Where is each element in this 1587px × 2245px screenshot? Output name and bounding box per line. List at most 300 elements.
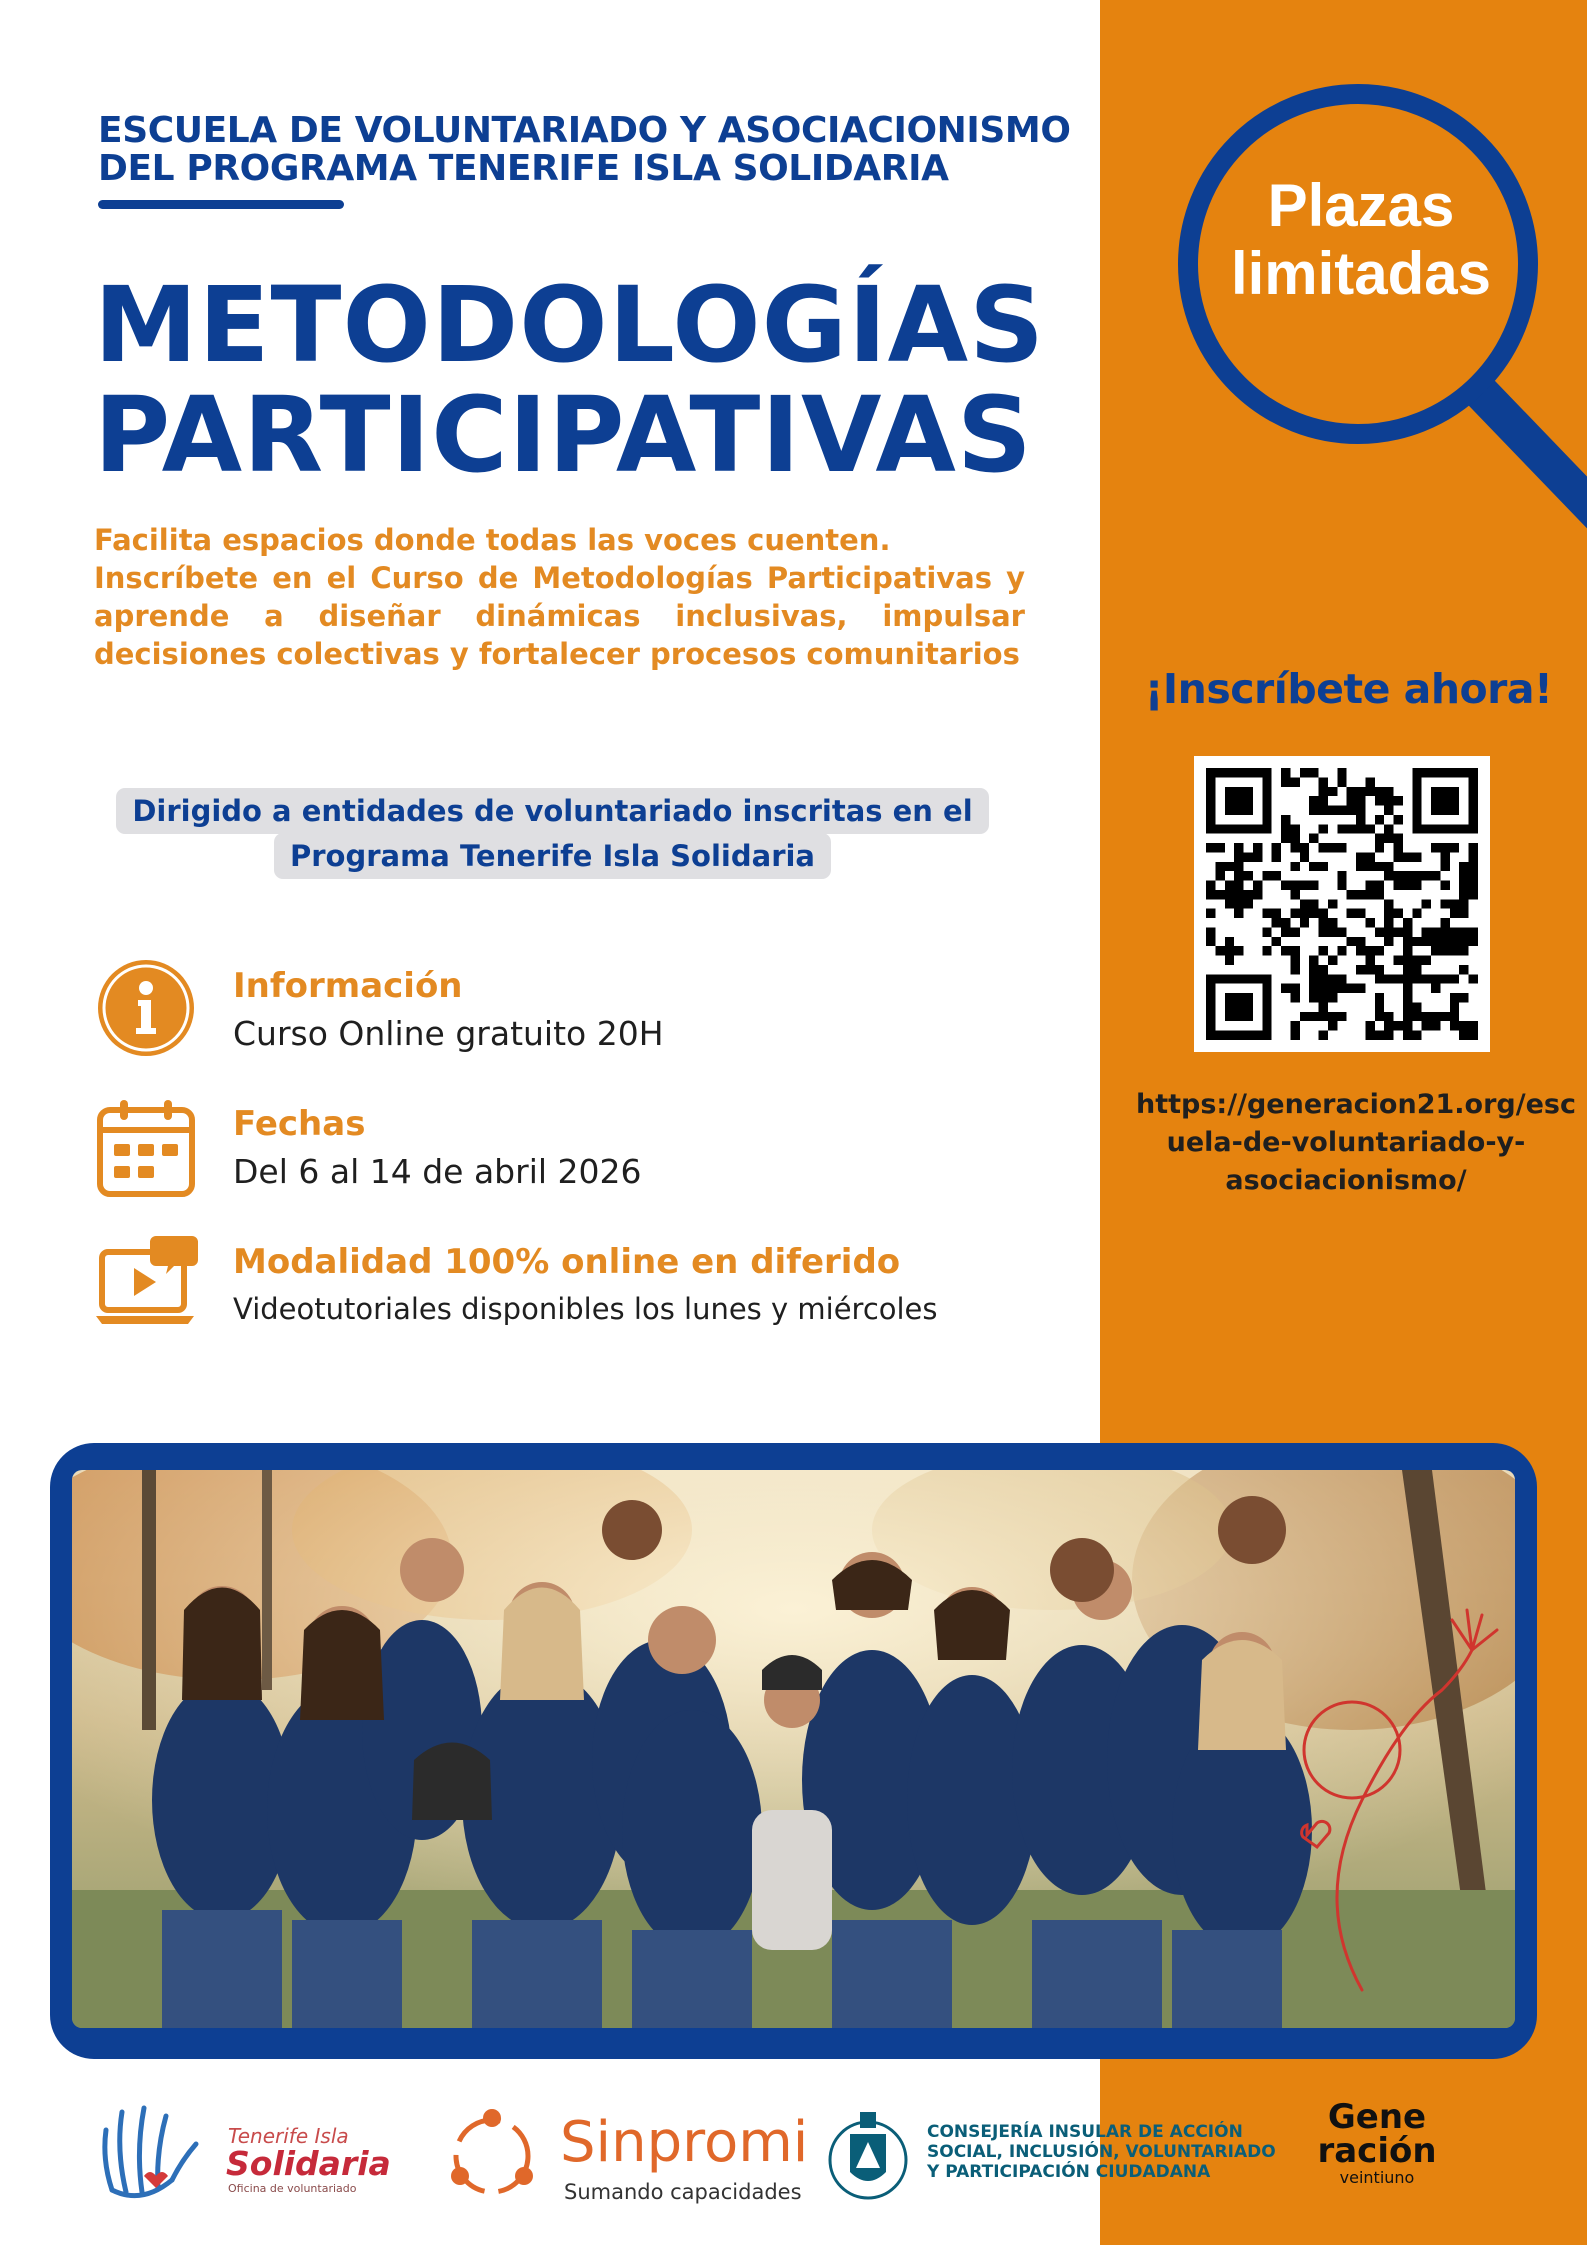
info-item-value: Videotutoriales disponibles los lunes y miércoles — [233, 1292, 938, 1326]
qr-module — [1403, 927, 1412, 936]
qr-module — [1272, 852, 1281, 861]
qr-module — [1356, 824, 1365, 833]
qr-module — [1375, 834, 1384, 843]
qr-module — [1225, 890, 1234, 899]
qr-module — [1337, 946, 1346, 955]
hand-heart-logo-icon — [92, 2100, 212, 2210]
qr-module — [1319, 946, 1328, 955]
qr-module — [1290, 965, 1299, 974]
qr-module — [1412, 852, 1421, 861]
qr-module — [1403, 984, 1412, 993]
qr-module — [1300, 899, 1309, 908]
qr-module — [1450, 946, 1459, 955]
qr-module — [1450, 974, 1459, 983]
qr-module — [1309, 993, 1318, 1002]
qr-module — [1384, 806, 1393, 815]
gen-logo-line3: veintiuno — [1339, 2168, 1415, 2187]
badge-line2: limitadas — [1230, 240, 1492, 307]
qr-module — [1459, 871, 1468, 880]
qr-module — [1262, 946, 1271, 955]
qr-module — [1309, 806, 1318, 815]
qr-module — [1290, 909, 1299, 918]
info-item-label: Información — [233, 966, 463, 1006]
qr-module — [1394, 871, 1403, 880]
qr-module — [1328, 993, 1337, 1002]
qr-module — [1262, 927, 1271, 936]
intro-paragraph — [94, 521, 1025, 673]
qr-module — [1337, 777, 1346, 786]
qr-module — [1234, 852, 1243, 861]
qr-module — [1290, 777, 1299, 786]
qr-module — [1281, 927, 1290, 936]
qr-module — [1384, 862, 1393, 871]
qr-module — [1337, 871, 1346, 880]
qr-module — [1309, 965, 1318, 974]
qr-module — [1450, 993, 1459, 1002]
qr-module — [1272, 871, 1281, 880]
qr-module — [1319, 927, 1328, 936]
qr-module — [1347, 796, 1356, 805]
consejeria-line2: SOCIAL, INCLUSIÓN, VOLUNTARIADO — [927, 2142, 1276, 2162]
qr-module — [1450, 843, 1459, 852]
qr-module — [1328, 927, 1337, 936]
qr-module — [1375, 965, 1384, 974]
qr-module — [1450, 937, 1459, 946]
qr-module — [1375, 1031, 1384, 1040]
qr-module — [1394, 834, 1403, 843]
target-line2: Programa Tenerife Isla Solidaria — [289, 839, 816, 873]
qr-module — [1403, 1002, 1412, 1011]
qr-module — [1375, 843, 1384, 852]
qr-module — [1309, 899, 1318, 908]
qr-module — [1356, 815, 1365, 824]
qr-module — [1384, 909, 1393, 918]
qr-module — [1394, 1021, 1403, 1030]
qr-module — [1309, 881, 1318, 890]
qr-module — [1459, 993, 1468, 1002]
qr-module — [1459, 927, 1468, 936]
qr-module — [1356, 937, 1365, 946]
qr-module — [1450, 909, 1459, 918]
qr-module — [1290, 956, 1299, 965]
qr-module — [1403, 965, 1412, 974]
qr-module — [1375, 974, 1384, 983]
qr-module — [1384, 871, 1393, 880]
gen-logo-line2: ración — [1317, 2131, 1437, 2171]
qr-module — [1384, 796, 1393, 805]
target-line1: Dirigido a entidades de voluntariado inscritas en el — [132, 794, 973, 828]
group-of-volunteers-photo — [72, 1470, 1515, 2028]
qr-module — [1309, 909, 1318, 918]
qr-module — [1403, 956, 1412, 965]
qr-module — [1384, 974, 1393, 983]
qr-module — [1394, 909, 1403, 918]
qr-module — [1384, 937, 1393, 946]
qr-module — [1394, 881, 1403, 890]
qr-module — [1225, 956, 1234, 965]
sinpromi-logo-name: Sinpromi — [560, 2110, 809, 2175]
qr-module — [1319, 918, 1328, 927]
qr-module — [1281, 881, 1290, 890]
qr-module — [1319, 806, 1328, 815]
title-underline-divider — [98, 200, 344, 209]
sinpromi-logo-icon — [442, 2106, 542, 2206]
qr-module — [1281, 815, 1290, 824]
qr-module — [1337, 974, 1346, 983]
qr-module — [1403, 871, 1412, 880]
qr-module — [1365, 881, 1374, 890]
qr-module — [1375, 993, 1384, 1002]
qr-module — [1319, 1012, 1328, 1021]
qr-module — [1356, 909, 1365, 918]
qr-module — [1440, 852, 1449, 861]
qr-module — [1375, 787, 1384, 796]
qr-module — [1375, 796, 1384, 805]
qr-module — [1356, 946, 1365, 955]
qr-module — [1412, 1031, 1421, 1040]
qr-module — [1290, 824, 1299, 833]
footer-logos — [0, 2080, 1587, 2245]
qr-module — [1347, 824, 1356, 833]
qr-module — [1206, 881, 1215, 890]
qr-module — [1319, 984, 1328, 993]
qr-module — [1290, 890, 1299, 899]
qr-module — [1347, 984, 1356, 993]
intro-line4: decisiones colectivas y fortalecer procesos comunitarios — [94, 637, 1020, 671]
magnifier-icon — [1172, 78, 1587, 538]
qr-module — [1290, 843, 1299, 852]
qr-module — [1469, 927, 1478, 936]
tis-logo-line3: Oficina de voluntariado — [228, 2182, 357, 2195]
qr-module — [1403, 1012, 1412, 1021]
qr-module — [1412, 881, 1421, 890]
qr-module — [1422, 937, 1431, 946]
qr-module — [1290, 927, 1299, 936]
qr-module — [1365, 787, 1374, 796]
qr-module — [1365, 777, 1374, 786]
qr-module — [1459, 890, 1468, 899]
qr-module — [1215, 890, 1224, 899]
qr-module — [1253, 890, 1262, 899]
qr-module — [1440, 843, 1449, 852]
qr-module — [1394, 974, 1403, 983]
qr-module — [1328, 806, 1337, 815]
qr-module — [1281, 777, 1290, 786]
qr-module — [1272, 909, 1281, 918]
qr-module — [1440, 946, 1449, 955]
qr-module — [1206, 843, 1215, 852]
qr-module — [1469, 974, 1478, 983]
qr-module — [1431, 843, 1440, 852]
qr-module — [1365, 1031, 1374, 1040]
qr-module — [1328, 918, 1337, 927]
qr-module — [1234, 871, 1243, 880]
qr-module — [1459, 937, 1468, 946]
qr-module — [1422, 899, 1431, 908]
info-item-label: Modalidad 100% online en diferido — [233, 1242, 901, 1282]
qr-module — [1244, 871, 1253, 880]
qr-module — [1337, 984, 1346, 993]
qr-module — [1225, 993, 1253, 1021]
qr-module — [1337, 881, 1346, 890]
qr-module — [1412, 974, 1421, 983]
qr-module — [1290, 834, 1299, 843]
qr-module — [1450, 1021, 1459, 1030]
consejeria-logo — [927, 2122, 1276, 2182]
qr-module — [1431, 974, 1440, 983]
qr-module — [1422, 927, 1431, 936]
generacion-veintiuno-logo — [1312, 2097, 1442, 2188]
qr-module — [1365, 890, 1374, 899]
qr-module — [1328, 843, 1337, 852]
cabildo-seal-icon — [826, 2102, 910, 2212]
qr-module — [1290, 1031, 1299, 1040]
qr-module — [1431, 946, 1440, 955]
qr-module — [1384, 1031, 1393, 1040]
info-icon — [94, 956, 198, 1060]
qr-module — [1309, 834, 1318, 843]
qr-module — [1319, 1031, 1328, 1040]
qr-module — [1215, 871, 1224, 880]
qr-module — [1206, 927, 1215, 936]
qr-module — [1206, 890, 1215, 899]
qr-module — [1319, 965, 1328, 974]
qr-module — [1356, 984, 1365, 993]
url-line1: https://generacion21.org/esc — [1136, 1089, 1576, 1120]
qr-module — [1337, 768, 1346, 777]
qr-module — [1412, 871, 1421, 880]
qr-module — [1459, 881, 1468, 890]
qr-module — [1431, 984, 1440, 993]
laptop-video-icon — [94, 1232, 198, 1336]
qr-module — [1431, 1021, 1440, 1030]
consejeria-line1: CONSEJERÍA INSULAR DE ACCIÓN — [927, 2122, 1243, 2142]
qr-module — [1290, 946, 1299, 955]
qr-module — [1281, 768, 1290, 777]
qr-module — [1319, 824, 1328, 833]
qr-module — [1403, 974, 1412, 983]
qr-module — [1459, 899, 1468, 908]
qr-code-icon — [1206, 768, 1478, 1040]
qr-module — [1459, 1031, 1468, 1040]
qr-module — [1440, 1012, 1449, 1021]
qr-module — [1215, 946, 1224, 955]
tis-logo-line1: Tenerife Isla — [228, 2124, 349, 2148]
qr-module — [1244, 852, 1253, 861]
qr-module — [1356, 796, 1365, 805]
qr-module — [1337, 927, 1346, 936]
qr-module — [1394, 956, 1403, 965]
qr-module — [1412, 1002, 1421, 1011]
qr-module — [1469, 890, 1478, 899]
qr-module — [1356, 787, 1365, 796]
qr-module — [1440, 974, 1449, 983]
qr-module — [1356, 890, 1365, 899]
qr-module — [1206, 937, 1215, 946]
qr-module — [1422, 1021, 1431, 1030]
qr-module — [1281, 834, 1290, 843]
qr-module — [1469, 937, 1478, 946]
qr-module — [1412, 937, 1421, 946]
qr-module — [1375, 815, 1384, 824]
qr-module — [1234, 881, 1243, 890]
qr-module — [1319, 1002, 1328, 1011]
qr-module — [1319, 993, 1328, 1002]
qr-module — [1234, 946, 1243, 955]
qr-module — [1403, 946, 1412, 955]
qr-module — [1394, 852, 1403, 861]
school-title-line2: DEL PROGRAMA TENERIFE ISLA SOLIDARIA — [98, 148, 949, 189]
qr-module — [1431, 787, 1459, 815]
qr-module — [1309, 796, 1318, 805]
registration-url-link[interactable] — [1136, 1086, 1576, 1200]
qr-module — [1206, 909, 1215, 918]
qr-module — [1365, 946, 1374, 955]
qr-module — [1309, 862, 1318, 871]
qr-module — [1440, 927, 1449, 936]
qr-module — [1262, 909, 1271, 918]
intro-line1: Facilita espacios donde todas las voces cuenten. — [94, 523, 891, 557]
qr-module — [1300, 768, 1309, 777]
qr-module — [1469, 1021, 1478, 1030]
qr-module — [1328, 787, 1337, 796]
qr-module — [1272, 937, 1281, 946]
info-item-value: Del 6 al 14 de abril 2026 — [233, 1152, 642, 1191]
course-title — [94, 264, 1094, 496]
qr-module — [1403, 918, 1412, 927]
badge-line1: Plazas — [1267, 172, 1455, 239]
qr-module — [1215, 843, 1224, 852]
school-title — [98, 112, 1098, 188]
qr-module — [1319, 909, 1328, 918]
qr-module — [1347, 806, 1356, 815]
qr-module — [1328, 899, 1337, 908]
qr-module — [1469, 862, 1478, 871]
qr-module — [1469, 843, 1478, 852]
qr-module — [1459, 946, 1468, 955]
qr-module — [1319, 787, 1328, 796]
qr-module — [1225, 946, 1234, 955]
qr-module — [1309, 974, 1318, 983]
qr-module — [1440, 899, 1449, 908]
qr-module — [1328, 974, 1337, 983]
qr-module — [1431, 871, 1440, 880]
qr-module — [1347, 909, 1356, 918]
qr-module — [1347, 890, 1356, 899]
qr-module — [1290, 862, 1299, 871]
qr-module — [1440, 881, 1449, 890]
qr-module — [1272, 843, 1281, 852]
qr-module — [1328, 984, 1337, 993]
qr-module — [1234, 862, 1243, 871]
qr-module — [1412, 965, 1421, 974]
qr-module — [1375, 881, 1384, 890]
register-now-heading: ¡Inscríbete ahora! — [1144, 665, 1553, 713]
tis-logo-line2: Solidaria — [226, 2144, 391, 2183]
qr-module — [1422, 1012, 1431, 1021]
qr-module — [1459, 1021, 1468, 1030]
qr-module — [1319, 974, 1328, 983]
qr-module — [1300, 918, 1309, 927]
qr-module — [1262, 871, 1271, 880]
qr-module — [1365, 824, 1374, 833]
limited-places-badge — [1182, 172, 1540, 308]
qr-module — [1394, 843, 1403, 852]
qr-module — [1422, 956, 1431, 965]
qr-module — [1403, 852, 1412, 861]
qr-module — [1337, 1012, 1346, 1021]
qr-module — [1225, 899, 1234, 908]
qr-module — [1412, 956, 1421, 965]
qr-module — [1394, 796, 1403, 805]
qr-module — [1300, 852, 1309, 861]
qr-module — [1469, 852, 1478, 861]
qr-module — [1403, 1031, 1412, 1040]
qr-module — [1319, 777, 1328, 786]
qr-module — [1469, 881, 1478, 890]
url-line3: asociacionismo/ — [1225, 1165, 1467, 1196]
qr-module — [1290, 1021, 1299, 1030]
qr-module — [1365, 956, 1374, 965]
qr-module — [1281, 824, 1290, 833]
qr-module — [1234, 890, 1243, 899]
qr-module — [1328, 1012, 1337, 1021]
qr-module — [1459, 862, 1468, 871]
qr-module — [1253, 881, 1262, 890]
course-title-line1: METODOLOGÍAS — [94, 264, 1046, 386]
qr-code[interactable] — [1194, 756, 1490, 1052]
qr-module — [1225, 787, 1253, 815]
calendar-icon — [94, 1096, 198, 1200]
target-audience-text — [116, 788, 988, 879]
qr-module — [1459, 909, 1468, 918]
qr-module — [1309, 768, 1318, 777]
qr-module — [1253, 843, 1262, 852]
qr-module — [1328, 956, 1337, 965]
qr-module — [1272, 918, 1281, 927]
qr-module — [1384, 824, 1393, 833]
qr-module — [1300, 1012, 1309, 1021]
qr-module — [1431, 937, 1440, 946]
qr-module — [1375, 862, 1384, 871]
info-item-label: Fechas — [233, 1104, 366, 1144]
qr-module — [1469, 1031, 1478, 1040]
qr-module — [1375, 946, 1384, 955]
qr-module — [1225, 862, 1234, 871]
qr-module — [1384, 899, 1393, 908]
url-line2: uela-de-voluntariado-y- — [1166, 1127, 1526, 1158]
qr-module — [1440, 862, 1449, 871]
target-audience-badge — [106, 789, 999, 879]
qr-module — [1365, 862, 1374, 871]
qr-module — [1403, 993, 1412, 1002]
qr-module — [1384, 927, 1393, 936]
qr-module — [1384, 1012, 1393, 1021]
qr-module — [1384, 834, 1393, 843]
qr-module — [1384, 918, 1393, 927]
qr-module — [1290, 993, 1299, 1002]
qr-module — [1403, 881, 1412, 890]
qr-module — [1337, 806, 1346, 815]
qr-module — [1403, 1021, 1412, 1030]
qr-module — [1309, 1012, 1318, 1021]
qr-module — [1328, 1021, 1337, 1030]
qr-module — [1290, 984, 1299, 993]
qr-module — [1422, 974, 1431, 983]
qr-module — [1365, 965, 1374, 974]
qr-module — [1394, 815, 1403, 824]
qr-module — [1440, 918, 1449, 927]
